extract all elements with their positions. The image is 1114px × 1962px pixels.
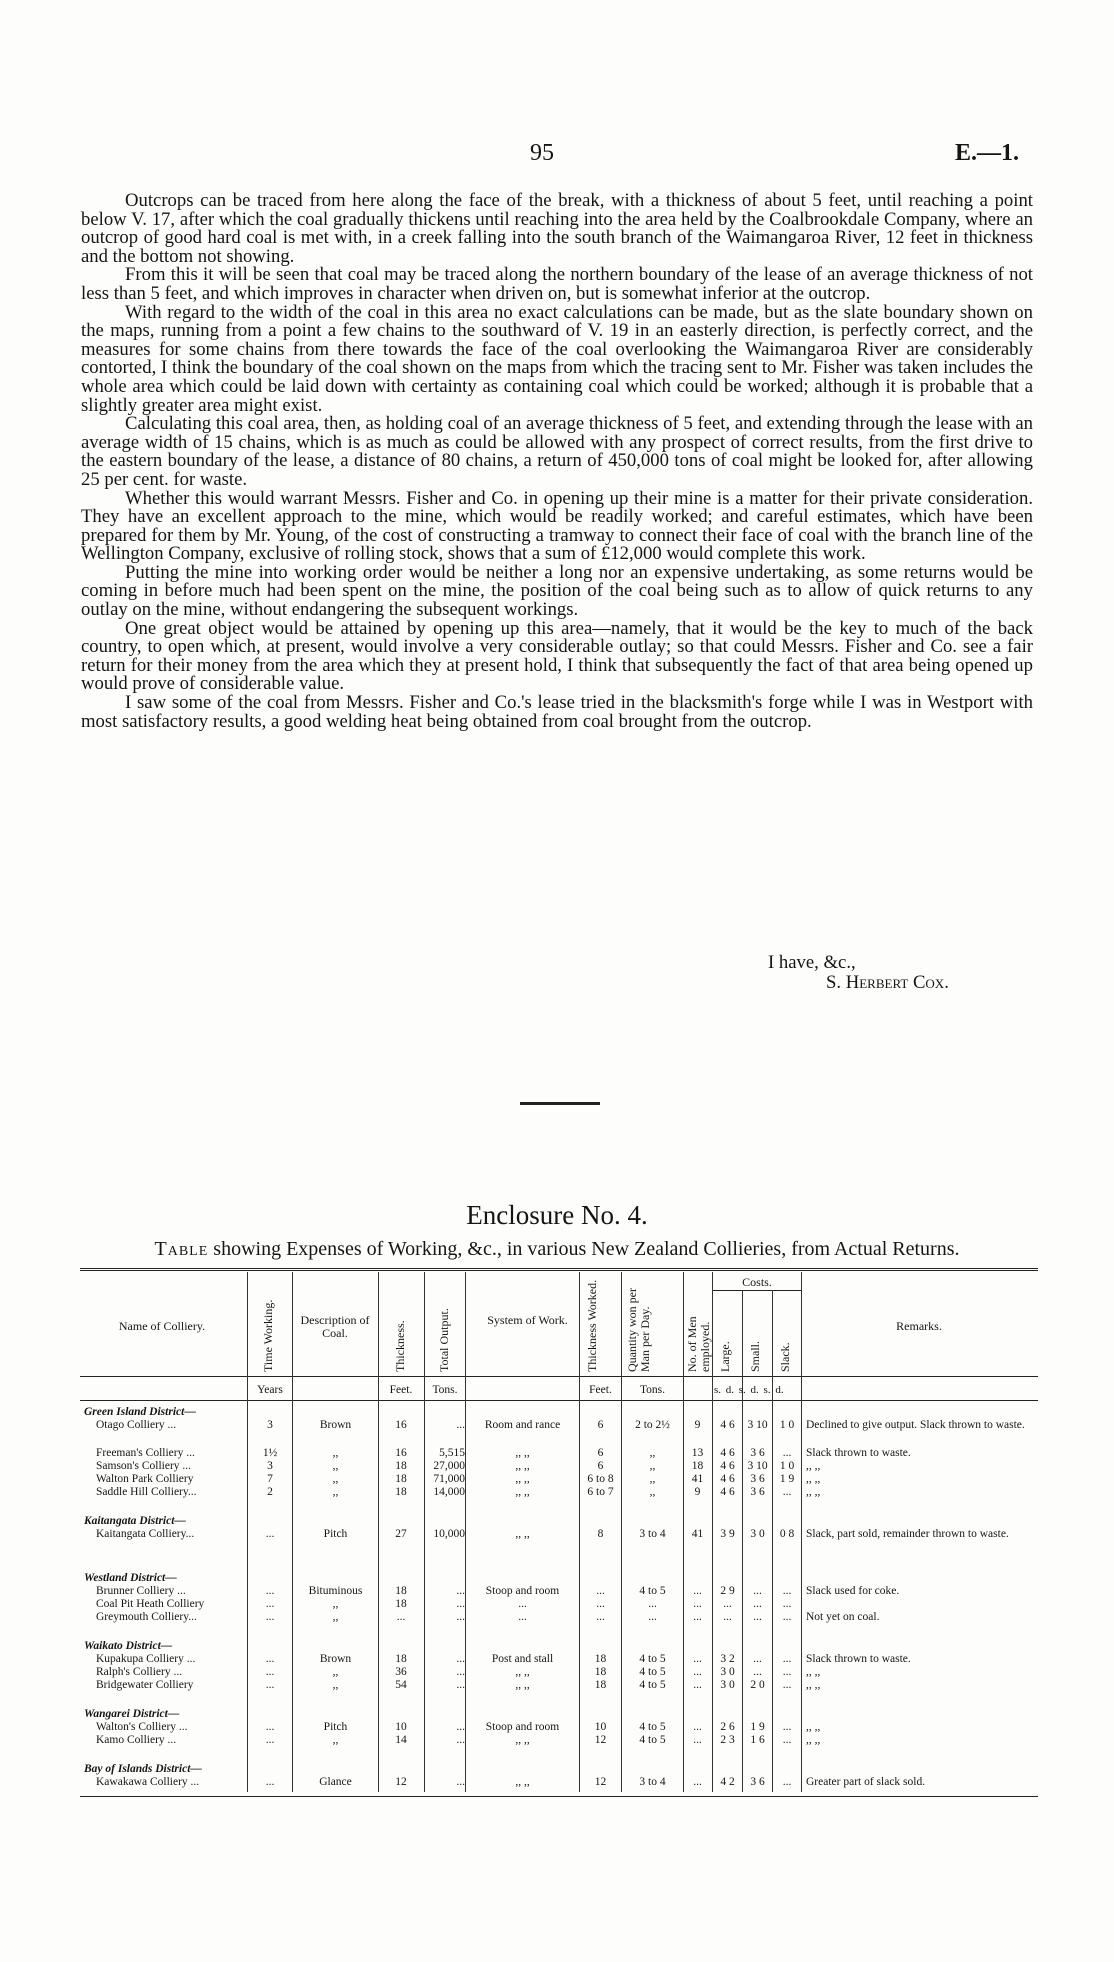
cell-output: ...: [456, 1721, 465, 1733]
unit-output: Tons.: [432, 1384, 458, 1396]
cell-system: Post and stall: [491, 1653, 554, 1665]
cell-desc: ,,: [332, 1666, 339, 1678]
unit-costs: s. d. s. d. s. d.: [714, 1384, 784, 1396]
cell-slack: ...: [782, 1679, 792, 1691]
cell-remarks: Slack, part sold, remainder thrown to waste.: [806, 1528, 1009, 1540]
cell-qty: ...: [648, 1611, 657, 1623]
colliery-name: Kaitangata Colliery...: [96, 1528, 195, 1540]
table-caption: [0, 1238, 1114, 1261]
cell-remarks: Slack used for coke.: [806, 1585, 900, 1597]
cell-large: 3 9: [720, 1528, 735, 1540]
cell-slack: ...: [782, 1611, 792, 1623]
cell-system: ,, ,,: [515, 1460, 530, 1472]
district-heading: Bay of Islands District—: [84, 1763, 202, 1775]
cell-desc: ,,: [332, 1486, 339, 1498]
cell-worked: 10: [594, 1721, 607, 1733]
header-name: Name of Colliery.: [118, 1319, 206, 1333]
cell-qty: 4 to 5: [639, 1653, 666, 1665]
cell-large: 3 2: [720, 1653, 735, 1665]
district-heading: Kaitangata District—: [84, 1515, 186, 1527]
district-heading: Green Island District—: [84, 1406, 196, 1418]
cell-desc: ,,: [332, 1460, 339, 1472]
column-divider: [742, 1290, 743, 1792]
cell-thick: 14: [395, 1734, 407, 1746]
column-divider: [772, 1290, 773, 1792]
cell-men: ...: [693, 1611, 702, 1623]
section-divider: [520, 1102, 600, 1105]
cell-desc: Glance: [319, 1776, 352, 1788]
paragraph: Putting the mine into working order would be neither a long nor an expensive undertaking, as some returns would be coming in before much had been spent on the mine, the position of the coal being such as to allow of quick returns to any outlay on the mine, without endangering the subsequent workings.: [81, 561, 1033, 621]
cell-output: 10,000: [433, 1528, 465, 1540]
cell-men: ...: [693, 1666, 702, 1678]
paragraph: I saw some of the coal from Messrs. Fisher and Co.'s lease tried in the blacksmith's forge while I was in Westport with most satisfactory results, a good welding heat being obtained from coal brought from the outcrop.: [81, 692, 1033, 732]
cell-desc: ,,: [332, 1679, 339, 1691]
cell-output: ...: [456, 1734, 465, 1746]
cell-remarks: Not yet on coal.: [806, 1611, 880, 1623]
cell-worked: 18: [594, 1653, 607, 1665]
unit-thickness: Feet.: [389, 1384, 413, 1396]
cell-thick: 18: [395, 1473, 407, 1485]
cell-time: ...: [265, 1653, 275, 1665]
colliery-name: Freeman's Colliery ...: [96, 1447, 195, 1459]
cell-small: 3 10: [747, 1460, 768, 1472]
cell-slack: ...: [782, 1776, 792, 1788]
cell-time: 3: [267, 1460, 273, 1472]
cell-time: ...: [265, 1585, 275, 1597]
cell-large: 3 0: [720, 1666, 735, 1678]
cell-large: 2 3: [720, 1734, 735, 1746]
cell-time: 1½: [262, 1447, 278, 1459]
cell-slack: 1 0: [779, 1419, 795, 1431]
cell-worked: 8: [597, 1528, 604, 1540]
colliery-name: Kawakawa Colliery ...: [96, 1776, 200, 1788]
page-header: [0, 140, 1114, 170]
cell-desc: Pitch: [323, 1721, 348, 1733]
cell-qty: 4 to 5: [639, 1721, 666, 1733]
cell-worked: ...: [596, 1598, 605, 1610]
cell-desc: Pitch: [323, 1528, 348, 1540]
cell-output: ...: [456, 1653, 465, 1665]
cell-large: 4 6: [720, 1419, 735, 1431]
enclosure-title: Enclosure No. 4.: [466, 1200, 648, 1230]
cell-large: 4 6: [720, 1473, 735, 1485]
cell-system: ,, ,,: [515, 1447, 530, 1459]
colliery-name: Coal Pit Heath Colliery: [96, 1598, 205, 1610]
district-heading: Waikato District—: [84, 1640, 173, 1652]
document-code: E.—1.: [954, 140, 1019, 166]
paragraph: From this it will be seen that coal may be traced along the northern boundary of the lease of an average thickness of not less than 5 feet, and which improves in character when driven on, but is somewhat inferior at the outcrop.: [81, 264, 1033, 304]
cell-men: 9: [694, 1486, 701, 1498]
cell-qty: 3 to 4: [639, 1776, 666, 1788]
letter-body: [81, 192, 1033, 731]
cell-small: ...: [753, 1611, 762, 1623]
cell-thick: ...: [396, 1611, 406, 1623]
cell-system: Room and rance: [484, 1419, 561, 1431]
cell-time: ...: [265, 1598, 275, 1610]
costs-rule: [712, 1290, 801, 1291]
cell-system: ...: [518, 1598, 527, 1610]
cell-qty: ,,: [649, 1486, 656, 1498]
cell-worked: ...: [596, 1585, 605, 1597]
colliery-name: Brunner Colliery ...: [96, 1585, 186, 1597]
cell-desc: Brown: [319, 1653, 352, 1665]
cell-thick: 18: [395, 1598, 407, 1610]
cell-worked: 6 to 8: [587, 1473, 614, 1485]
paragraph: One great object would be attained by opening up this area—namely, that it would be the key to much of the back country, to open which, at present, would involve a very considerable outlay; so that could Messrs. Fisher and Co. see a fair return for their money from the area which they at present hold, I think that subsequently the fact of that area being opened up would prove of considerable value.: [81, 617, 1033, 695]
cell-worked: ...: [596, 1611, 605, 1623]
cell-worked: 6: [597, 1419, 604, 1431]
cell-system: ,, ,,: [515, 1679, 530, 1691]
district-heading: Wangarei District—: [84, 1708, 180, 1720]
cell-slack: ...: [782, 1486, 792, 1498]
cell-large: 4 2: [720, 1776, 735, 1788]
cell-worked: 12: [594, 1734, 607, 1746]
unit-time: Years: [257, 1384, 283, 1396]
cell-thick: 18: [395, 1486, 407, 1498]
cell-large: 2 9: [720, 1585, 735, 1597]
cell-large: 4 6: [720, 1486, 735, 1498]
header-desc: Description of Coal.: [300, 1313, 370, 1340]
cell-large: 4 6: [720, 1447, 735, 1459]
cell-small: 3 6: [750, 1486, 765, 1498]
unit-worked: Feet.: [589, 1384, 612, 1396]
cell-small: ...: [753, 1585, 762, 1597]
header-remarks: Remarks.: [896, 1319, 942, 1333]
cell-small: 3 6: [750, 1447, 765, 1459]
cell-remarks: Greater part of slack sold.: [806, 1776, 926, 1788]
table-bottom-rule: [80, 1796, 1038, 1797]
header-system: System of Work.: [487, 1313, 568, 1327]
cell-men: 13: [691, 1447, 704, 1459]
colliery-name: Walton's Colliery ...: [96, 1721, 188, 1733]
cell-output: ...: [456, 1598, 465, 1610]
cell-large: 4 6: [720, 1460, 735, 1472]
cell-worked: 6 to 7: [587, 1486, 614, 1498]
cell-desc: Brown: [319, 1419, 352, 1431]
cell-small: 1 6: [750, 1734, 765, 1746]
cell-small: ...: [753, 1653, 762, 1665]
cell-time: 7: [267, 1473, 273, 1485]
cell-output: 14,000: [433, 1486, 465, 1498]
cell-remarks: ,, ,,: [806, 1473, 821, 1485]
colliery-name: Bridgewater Colliery: [96, 1679, 194, 1691]
cell-desc: ,,: [332, 1447, 339, 1459]
cell-worked: 18: [594, 1666, 607, 1678]
cell-remarks: ,, ,,: [806, 1460, 821, 1472]
cell-output: 5,515: [439, 1447, 465, 1459]
cell-output: ...: [456, 1776, 465, 1788]
cell-large: ...: [723, 1598, 732, 1610]
cell-output: ...: [456, 1679, 465, 1691]
cell-system: ,, ,,: [515, 1776, 530, 1788]
colliery-name: Ralph's Colliery ...: [96, 1666, 183, 1678]
header-men: No. of Men employed.: [685, 1316, 712, 1372]
cell-time: ...: [265, 1611, 275, 1623]
cell-output: ...: [456, 1419, 465, 1431]
paragraph: With regard to the width of the coal in this area no exact calculations can be made, but as the slate boundary shown on the maps, running from a point a few chains to the southward of V. 19 in an easterly direction, is perfectly correct, and the measures for some chains from there towards the face of the coal overlooking the Waimangaroa River are considerably contorted, I think the boundary of the coal shown on the maps from which the tracing sent to Mr. Fisher was taken includes the whole area which could be laid down with certainty as containing coal which could be worked; although it is probable that a slightly greater area might exist.: [81, 301, 1033, 416]
cell-men: ...: [693, 1585, 702, 1597]
cell-slack: ...: [782, 1598, 792, 1610]
paragraph: Calculating this coal area, then, as holding coal of an average thickness of 5 feet, and extending through the lease with an average width of 15 chains, which is as much as could be allowed with any prospect of correct results, from the first drive to the eastern boundary of the lease, a distance of 80 chains, a return of 450,000 tons of coal might be looked for, after allowing 25 per cent. for waste.: [81, 413, 1033, 490]
cell-small: ...: [753, 1598, 762, 1610]
caption-lead: Table: [154, 1238, 209, 1260]
cell-output: ...: [456, 1611, 465, 1623]
cell-thick: 27: [395, 1528, 407, 1540]
district-heading: Westland District—: [84, 1572, 177, 1584]
cell-men: 41: [691, 1528, 704, 1540]
cell-slack: ...: [782, 1721, 792, 1733]
cell-men: ...: [693, 1734, 702, 1746]
cell-small: 2 0: [750, 1679, 765, 1691]
cell-qty: 4 to 5: [639, 1666, 666, 1678]
caption-text: showing Expenses of Working, &c., in various New Zealand Collieries, from Actual Returns.: [213, 1238, 960, 1260]
cell-output: ...: [456, 1666, 465, 1678]
cell-time: ...: [265, 1666, 275, 1678]
header-small: Small.: [748, 1340, 762, 1372]
cell-desc: ,,: [332, 1598, 339, 1610]
cell-slack: ...: [782, 1734, 792, 1746]
header-thickness: Thickness.: [393, 1320, 407, 1372]
header-costs: Costs.: [742, 1275, 772, 1289]
cell-thick: 54: [395, 1679, 407, 1691]
cell-system: Stoop and room: [485, 1721, 560, 1733]
cell-slack: 0 8: [779, 1528, 795, 1540]
cell-men: ...: [693, 1776, 702, 1788]
cell-output: 27,000: [433, 1460, 465, 1472]
cell-qty: ,,: [649, 1460, 656, 1472]
cell-remarks: Declined to give output. Slack thrown to waste.: [806, 1419, 1025, 1431]
table-header-rule: [80, 1376, 1038, 1377]
header-slack: Slack.: [778, 1342, 792, 1372]
cell-worked: 6: [597, 1447, 604, 1459]
cell-thick: 12: [395, 1776, 407, 1788]
cell-output: 71,000: [433, 1473, 465, 1485]
colliery-name: Greymouth Colliery...: [96, 1611, 197, 1623]
cell-slack: 1 9: [779, 1473, 795, 1485]
cell-system: ...: [518, 1611, 527, 1623]
cell-thick: 18: [395, 1653, 407, 1665]
cell-qty: 4 to 5: [639, 1585, 666, 1597]
cell-slack: ...: [782, 1585, 792, 1597]
header-output: Total Output.: [437, 1308, 451, 1372]
column-divider: [801, 1272, 802, 1792]
cell-large: 2 6: [720, 1721, 735, 1733]
cell-remarks: ,, ,,: [806, 1486, 821, 1498]
cell-slack: ...: [782, 1666, 792, 1678]
cell-thick: 16: [395, 1447, 407, 1459]
signature: S. Herbert Cox.: [826, 972, 949, 993]
cell-thick: 10: [395, 1721, 407, 1733]
cell-qty: 3 to 4: [639, 1528, 666, 1540]
cell-time: ...: [265, 1776, 275, 1788]
paragraph: Outcrops can be traced from here along the face of the break, with a thickness of about 5 feet, until reaching a point below V. 17, after which the coal gradually thickens until reaching into the area held by the Coalbrookdale Company, where an outcrop of good hard coal is met with, in a creek falling into the south branch of the Waimangaroa River, 12 feet in thickness and the bottom not showing.: [81, 190, 1033, 267]
cell-slack: ...: [782, 1653, 792, 1665]
cell-desc: Bituminous: [308, 1585, 363, 1597]
cell-men: ...: [693, 1679, 702, 1691]
cell-small: 3 6: [750, 1473, 765, 1485]
cell-small: ...: [753, 1666, 762, 1678]
cell-remarks: Slack thrown to waste.: [806, 1653, 911, 1665]
cell-output: ...: [456, 1585, 465, 1597]
colliery-name: Otago Colliery ...: [96, 1419, 177, 1431]
cell-large: 3 0: [720, 1679, 735, 1691]
cell-desc: ,,: [332, 1734, 339, 1746]
cell-desc: ,,: [332, 1473, 339, 1485]
cell-remarks: Slack thrown to waste.: [806, 1447, 911, 1459]
cell-thick: 16: [395, 1419, 407, 1431]
header-large: Large.: [718, 1341, 732, 1372]
cell-small: 3 0: [750, 1528, 765, 1540]
colliery-name: Kupakupa Colliery ...: [96, 1653, 196, 1665]
cell-system: Stoop and room: [485, 1585, 560, 1597]
cell-desc: ,,: [332, 1611, 339, 1623]
cell-qty: 4 to 5: [639, 1734, 666, 1746]
header-quantity: Quantity won per Man per Day.: [625, 1288, 652, 1372]
cell-small: 3 10: [747, 1419, 768, 1431]
cell-large: ...: [723, 1611, 732, 1623]
cell-thick: 18: [395, 1585, 407, 1597]
colliery-name: Samson's Colliery ...: [96, 1460, 192, 1472]
cell-remarks: ,, ,,: [806, 1666, 821, 1678]
cell-system: ,, ,,: [515, 1473, 530, 1485]
table-top-rule: [80, 1268, 1038, 1271]
cell-time: ...: [265, 1679, 275, 1691]
cell-worked: 18: [594, 1679, 607, 1691]
cell-men: ...: [693, 1653, 702, 1665]
colliery-name: Walton Park Colliery: [96, 1473, 194, 1485]
cell-men: 18: [691, 1460, 704, 1472]
cell-slack: ...: [782, 1447, 792, 1459]
cell-small: 1 9: [750, 1721, 765, 1733]
colliery-name: Saddle Hill Colliery...: [96, 1486, 197, 1498]
table-units-rule: [80, 1400, 1038, 1401]
cell-remarks: ,, ,,: [806, 1679, 821, 1691]
header-worked: Thickness Worked.: [585, 1279, 599, 1372]
cell-thick: 18: [395, 1460, 407, 1472]
paragraph: Whether this would warrant Messrs. Fisher and Co. in opening up their mine is a matter for their private consideration. They have an excellent approach to the mine, which would be readily worked; and careful estimates, which have been prepared for them by Mr. Young, of the cost of constructing a tramway to connect their face of coal with the branch line of the Wellington Company, exclusive of rolling stock, shows that a sum of £12,000 would complete this work.: [81, 487, 1033, 565]
cell-system: ,, ,,: [515, 1486, 530, 1498]
cell-worked: 6: [597, 1460, 604, 1472]
cell-slack: 1 0: [779, 1460, 795, 1472]
cell-remarks: ,, ,,: [806, 1721, 821, 1733]
header-time: Time Working.: [261, 1299, 275, 1372]
cell-qty: 4 to 5: [639, 1679, 666, 1691]
page-number: 95: [530, 140, 554, 166]
colliery-name: Kamo Colliery ...: [96, 1734, 177, 1746]
unit-quantity: Tons.: [639, 1384, 666, 1396]
cell-men: 41: [691, 1473, 704, 1485]
cell-qty: ...: [648, 1598, 657, 1610]
cell-small: 3 6: [750, 1776, 765, 1788]
cell-worked: 12: [594, 1776, 607, 1788]
cell-system: ,, ,,: [515, 1528, 530, 1540]
cell-qty: ,,: [649, 1447, 656, 1459]
cell-thick: 36: [395, 1666, 407, 1678]
cell-men: ...: [693, 1598, 702, 1610]
cell-remarks: ,, ,,: [806, 1734, 821, 1746]
cell-qty: ,,: [649, 1473, 656, 1485]
cell-time: ...: [265, 1721, 275, 1733]
salutation: I have, &c.,: [768, 952, 856, 973]
cell-system: ,, ,,: [515, 1666, 530, 1678]
cell-time: 3: [267, 1419, 273, 1431]
cell-time: 2: [267, 1486, 273, 1498]
cell-time: ...: [265, 1528, 275, 1540]
cell-system: ,, ,,: [515, 1734, 530, 1746]
cell-men: 9: [694, 1419, 701, 1431]
cell-qty: 2 to 2½: [635, 1419, 670, 1431]
cell-time: ...: [265, 1734, 275, 1746]
cell-men: ...: [693, 1721, 702, 1733]
